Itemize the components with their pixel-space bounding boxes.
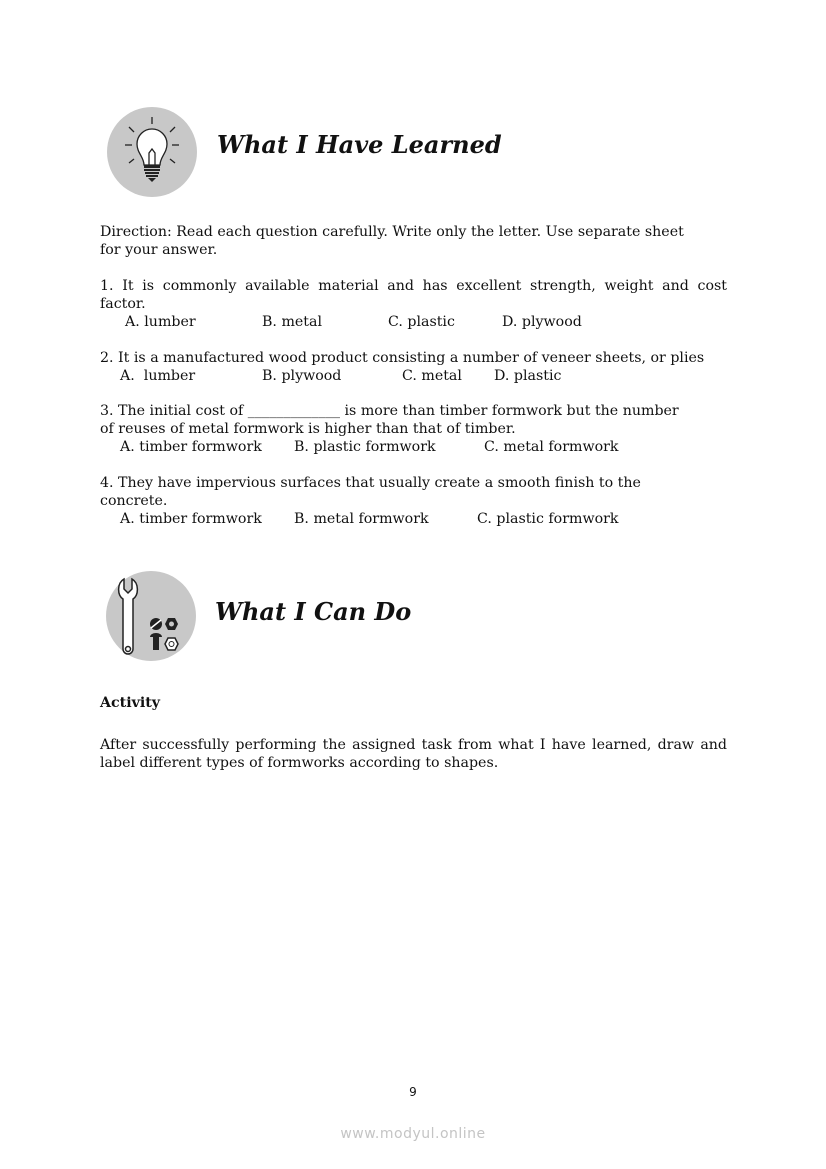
q4-option-a: A. timber formwork (120, 511, 262, 527)
direction-line: for your answer. (100, 242, 218, 258)
question-3-text: 3. The initial cost of _____________ is more than timber formwork but the number (100, 403, 679, 419)
lightbulb-icon (107, 107, 197, 197)
q2-option-b: B. plywood (262, 368, 342, 384)
activity-title: Activity (100, 695, 161, 711)
question-4-text: 4. They have impervious surfaces that usually create a smooth finish to the (100, 475, 641, 491)
q3-option-c: C. metal formwork (484, 439, 619, 455)
question-4-text: concrete. (100, 493, 168, 509)
section-title-what-i-have-learned: What I Have Learned (217, 130, 502, 159)
watermark: www.modyul.online (340, 1126, 486, 1142)
page-number: 9 (409, 1085, 417, 1099)
q4-option-c: C. plastic formwork (477, 511, 619, 527)
wrench-tools-icon (106, 571, 196, 661)
section-title-what-i-can-do: What I Can Do (215, 597, 412, 626)
q1-option-d: D. plywood (502, 314, 582, 330)
question-2-text: 2. It is a manufactured wood product consisting a number of veneer sheets, or plies (100, 350, 705, 366)
q1-option-b: B. metal (262, 314, 322, 330)
question-1-text: 1. It is commonly available material and has excellent strength, weight and cost (100, 278, 727, 294)
q2-option-a: A. lumber (120, 368, 196, 384)
activity-text: After successfully performing the assigned task from what I have learned, draw and (100, 737, 727, 753)
q2-option-c: C. metal (402, 368, 462, 384)
q1-option-c: C. plastic (388, 314, 455, 330)
q1-option-a: A. lumber (125, 314, 196, 330)
q3-option-a: A. timber formwork (120, 439, 262, 455)
q2-option-d: D. plastic (494, 368, 562, 384)
activity-text: label different types of formworks according to shapes. (100, 755, 499, 771)
q3-option-b: B. plastic formwork (294, 439, 436, 455)
q4-option-b: B. metal formwork (294, 511, 429, 527)
direction-line: Direction: Read each question carefully. Write only the letter. Use separate sheet (100, 224, 684, 240)
question-3-text: of reuses of metal formwork is higher than that of timber. (100, 421, 516, 437)
question-1-text: factor. (100, 296, 146, 312)
